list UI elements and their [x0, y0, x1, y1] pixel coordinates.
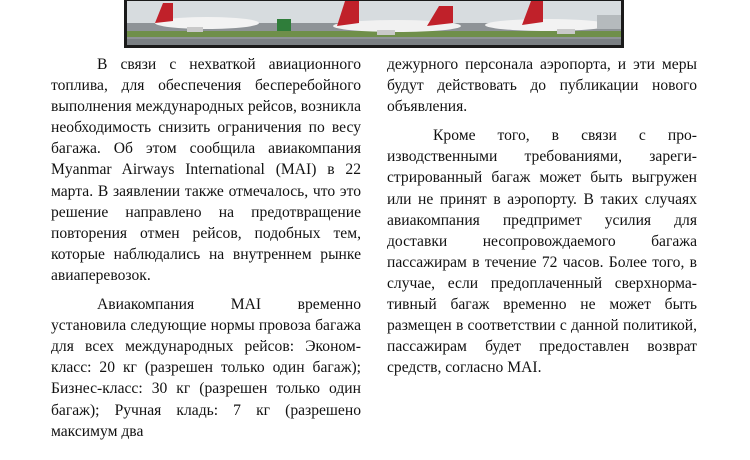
- article-paragraph: В связи с нехваткой авиационного топлива, для обеспечения бесперебойного выполнения международных рейсов, возникла необходимость снизить ограничения по весу багажа. Об этом сообщила авиакомпания Myanmar Airways International (MAI) в 22 марта. В заявлении также отмечалось, что это решение направлено на предотвращение повторения отмен рейсов, подобных тем, которые наблюдались на внутреннем рынке авиаперевозок.: [51, 56, 361, 284]
- article-paragraph: Авиакомпания MAI временно установила следующие нормы провоза багажа для всех международных рейсов: Эконом-класс: 20 кг (разрешен только один багаж); Бизнес-класс: 30 кг (разрешен только один багаж); Ручная кладь: 7 кг (разрешено максимум два: [51, 296, 361, 440]
- article-paragraph: Кроме того, в связи с производственными требованиями, зарегистрированный багаж может быть выгружен или не принят в аэропорту. В таких случаях авиакомпания предпримет усилия для доставки несопровождаемого багажа пассажирам в течение 72 часов. Более того, в случае, если предоплаченный сверхнормативный багаж временно не может быть размещен в соответствии с данной политикой, пассажирам будет предоставлен возврат средств, согласно MAI.: [387, 127, 697, 377]
- article-left-column: [51, 54, 361, 442]
- airport-photo-icon: [127, 1, 621, 45]
- article-paragraph: дежурного персонала аэропорта, и эти меры будут действовать до публикации нового объявления.: [387, 56, 697, 116]
- airport-photo: [124, 0, 624, 48]
- article-right-column: [387, 54, 697, 378]
